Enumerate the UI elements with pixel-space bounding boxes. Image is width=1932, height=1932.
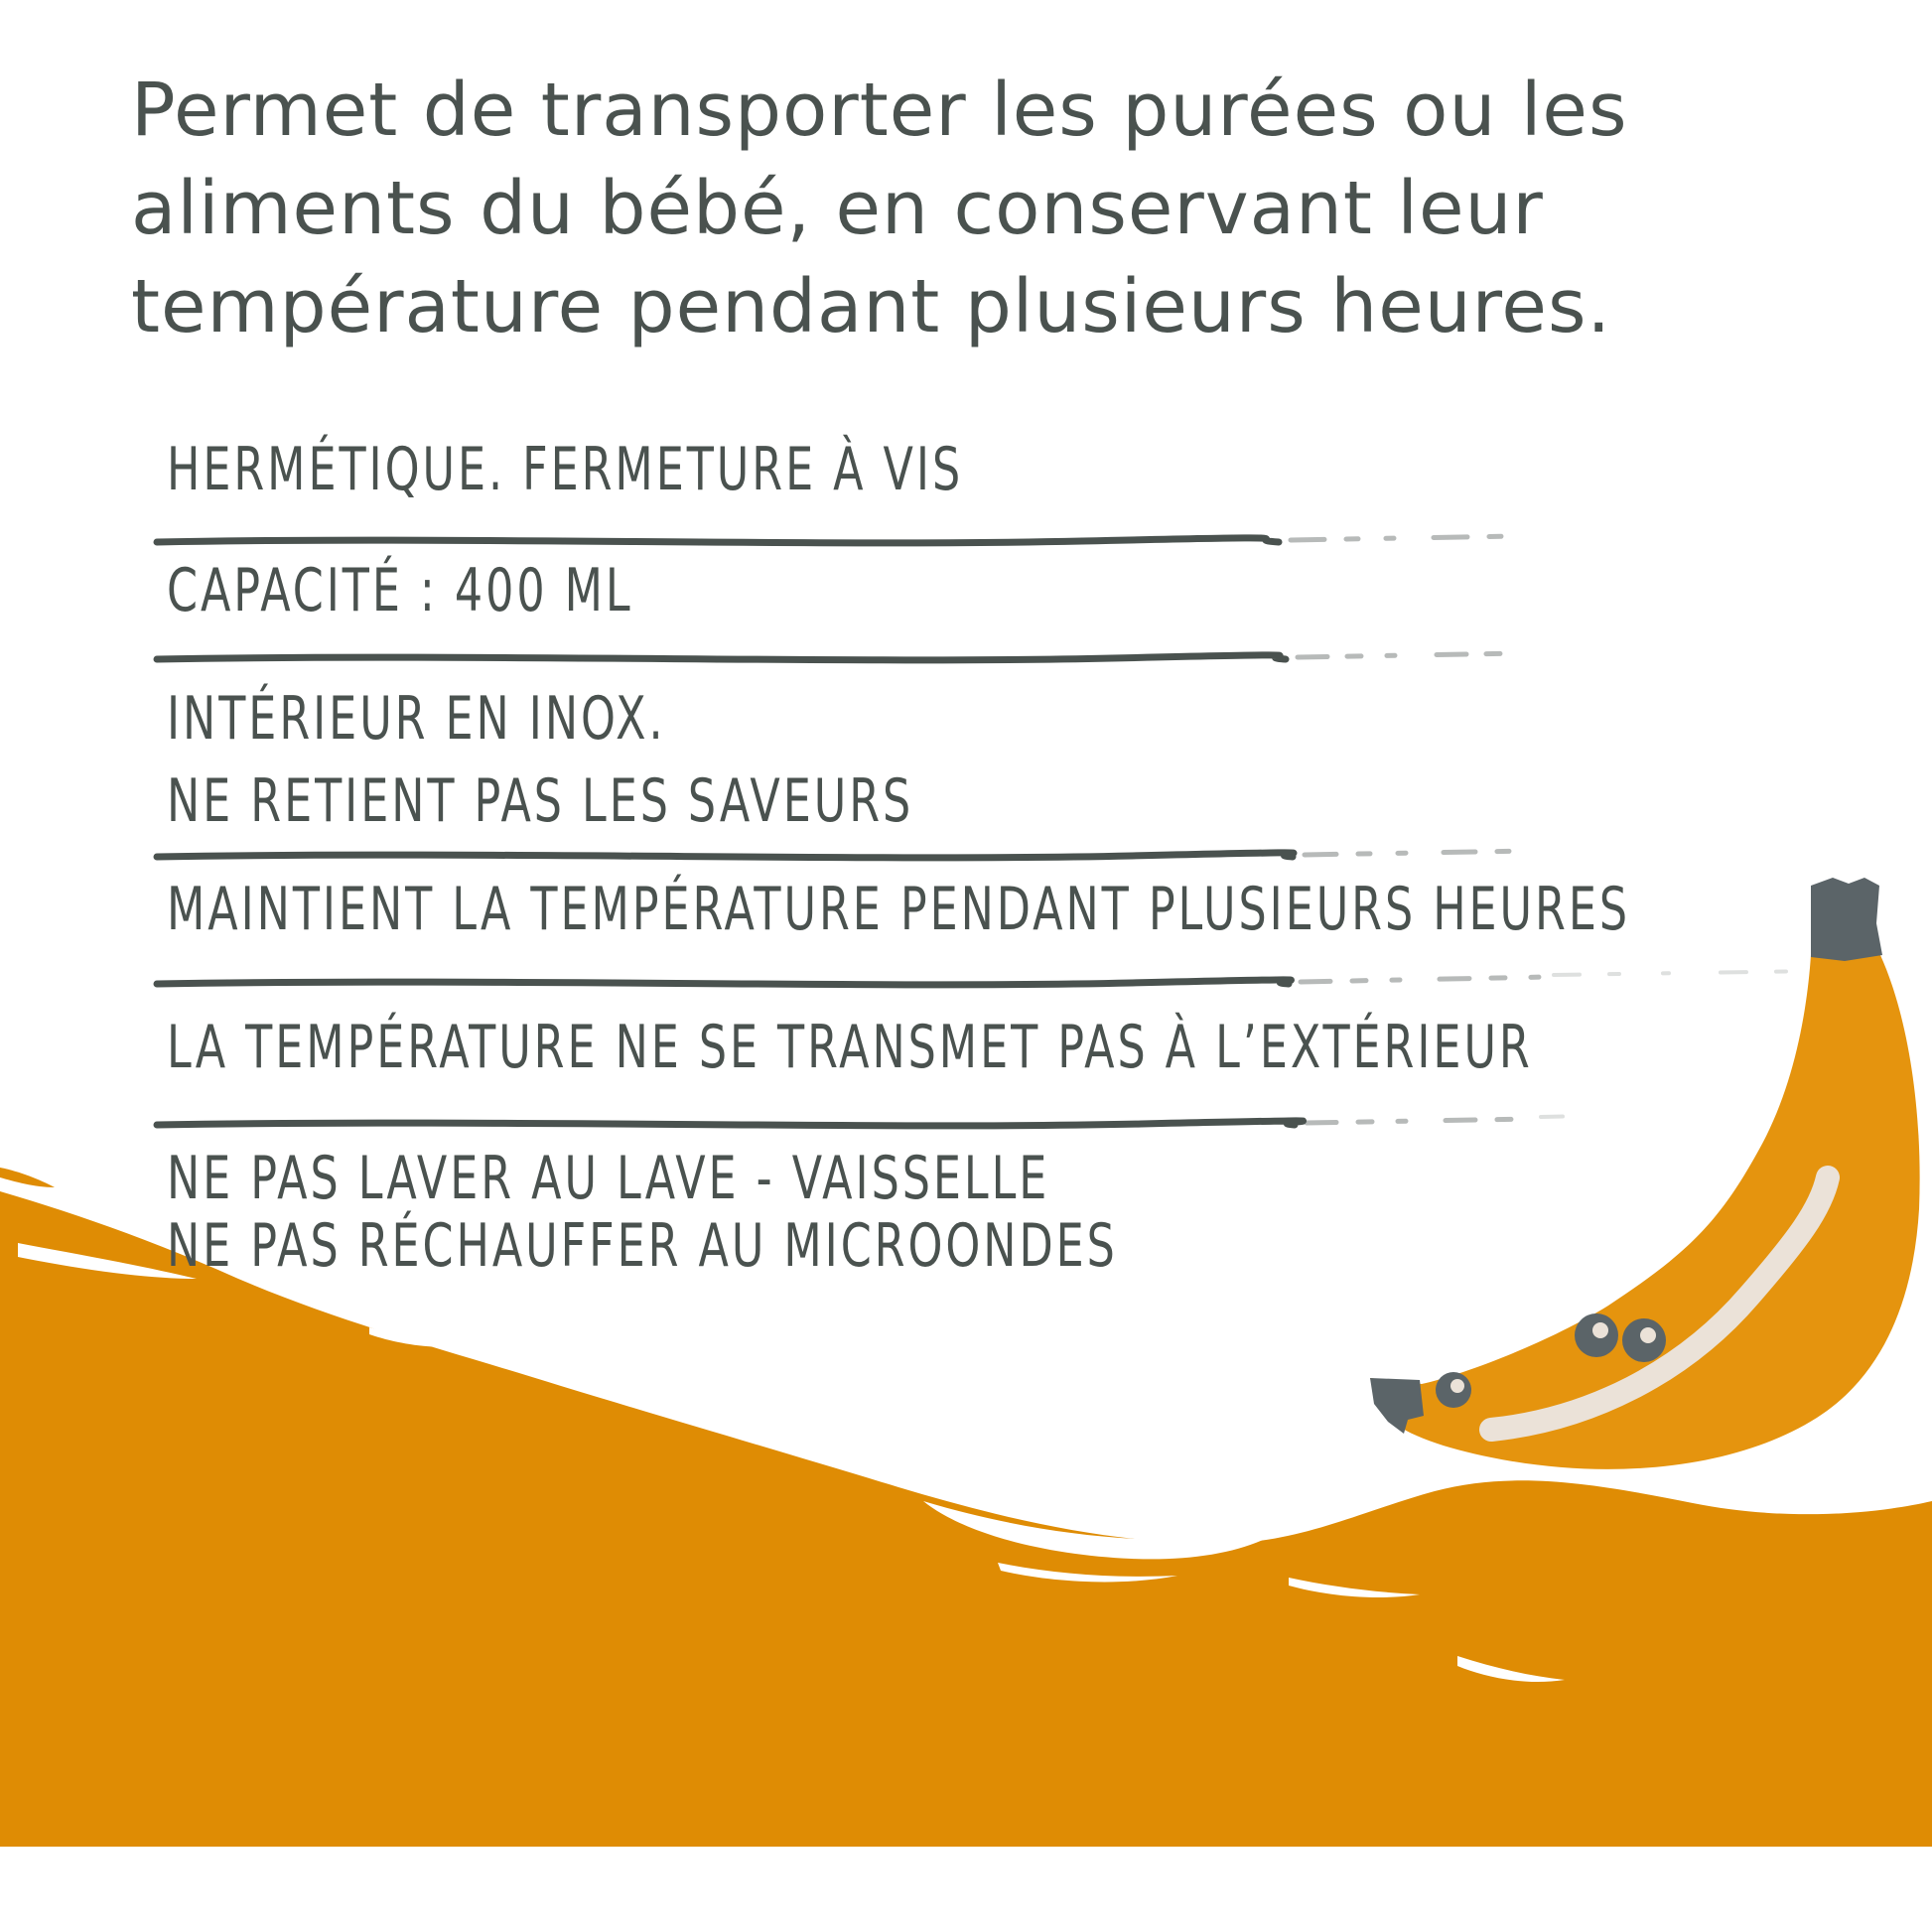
- feature-line: NE PAS RÉCHAUFFER AU MICROONDES: [167, 1211, 1118, 1281]
- feature-line: NE RETIENT PAS LES SAVEURS: [167, 766, 914, 836]
- feature-row-hermetique: [167, 435, 963, 504]
- feature-line: INTÉRIEUR EN INOX.: [167, 684, 666, 754]
- feature-row-maintient-temperature: [167, 875, 1630, 944]
- feature-row-interieur-inox: [167, 678, 913, 843]
- feature-line: CAPACITÉ : 400 ML: [167, 556, 633, 625]
- divider-line-faint: [1541, 1116, 1588, 1117]
- divider-line: [157, 538, 1279, 543]
- feature-row-precautions: [167, 1145, 1118, 1280]
- feature-line: LA TEMPÉRATURE NE SE TRANSMET PAS À L’EXTÉRIEUR: [167, 1013, 1533, 1082]
- banana-stem: [1811, 878, 1882, 961]
- spot-highlight: [1592, 1322, 1608, 1338]
- feature-line: MAINTIENT LA TEMPÉRATURE PENDANT PLUSIEURS HEURES: [167, 875, 1630, 944]
- divider-line-fade: [1301, 977, 1547, 982]
- spot-highlight: [1640, 1327, 1656, 1343]
- feature-line: NE PAS LAVER AU LAVE - VAISSELLE: [167, 1144, 1050, 1213]
- spot-highlight: [1450, 1379, 1464, 1393]
- divider-line-fade: [1307, 1119, 1534, 1123]
- feature-line: HERMÉTIQUE. FERMETURE À VIS: [167, 435, 964, 504]
- divider-line-fade: [1291, 536, 1514, 540]
- divider-line-fade: [1305, 851, 1529, 855]
- headline-line: aliments du bébé, en conservant leur: [131, 166, 1544, 251]
- banana-icon: [1370, 878, 1920, 1469]
- feature-row-capacite: [167, 556, 633, 625]
- divider-line-faint: [1554, 971, 1817, 975]
- headline-line: Permet de transporter les purées ou les: [131, 68, 1628, 153]
- wave-fleck: [0, 1168, 55, 1187]
- headline: [131, 62, 1628, 356]
- divider-line: [157, 980, 1291, 985]
- divider-line: [157, 1121, 1304, 1126]
- divider-line-fade: [1298, 653, 1521, 657]
- divider-line: [157, 655, 1286, 660]
- feature-row-temperature-exterieur: [167, 1013, 1533, 1082]
- headline-line: température pendant plusieurs heures.: [131, 264, 1612, 349]
- divider-line: [157, 853, 1294, 858]
